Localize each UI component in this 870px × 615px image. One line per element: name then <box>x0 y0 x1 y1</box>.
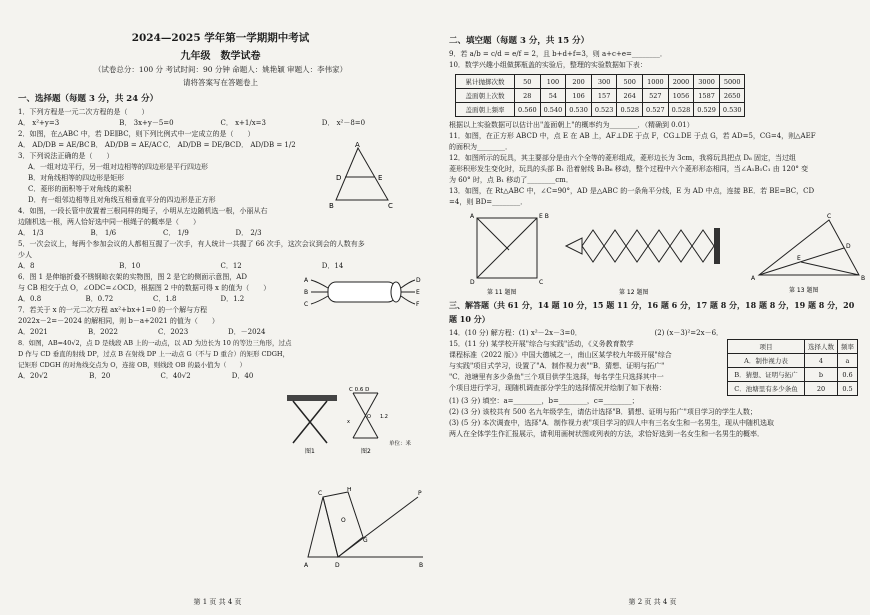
q10-cell: 100 <box>540 75 566 89</box>
q8-stem-line1: 8．如图，AB=40√2，点 D 是线段 AB 上的一动点，以 AD 为边长为 10 的等边三角形，过点 <box>18 339 292 347</box>
q10-row <box>456 75 745 89</box>
rhombus-shape <box>692 230 714 262</box>
q9-stem: 9．若 a/b = c/d = e/f = 2，且 b+d+f=3，则 a+c+e=________． <box>449 50 667 58</box>
q5-stem-line2: 少人 <box>18 251 32 259</box>
svg-text:P: P <box>418 490 422 497</box>
q8-geometry-figure <box>303 487 428 572</box>
q6-stem-line1: 6．图 1 是伸缩折叠不锈钢晾衣架的实物图，图 2 是它的侧面示意图，AD <box>18 273 247 281</box>
q2-options <box>18 140 308 151</box>
q3-option-d: D．有一组邻边相等且对角线互相垂直平分的四边形是正方形 <box>28 196 216 204</box>
q10-cell: 1056 <box>668 89 694 103</box>
q15-cell: 频率 <box>838 340 858 354</box>
q5-options <box>18 261 423 272</box>
q15-line2: 课程标准（2022 版）》中国大德城之一，南山区某学校九年级开展"综合 <box>449 351 672 359</box>
q8-stem-line3: 记矩形 CDGH 的对角线交点为 O，连接 OB，则线段 OB 的最小值为（ ） <box>18 361 246 369</box>
q10-cell: 0.560 <box>515 103 541 117</box>
q15-row <box>728 382 858 396</box>
q15-row <box>728 340 858 354</box>
q8-option-a: A．20√2 <box>18 372 48 380</box>
svg-text:1.2: 1.2 <box>380 414 388 420</box>
svg-text:x: x <box>347 419 350 425</box>
section-3-heading-cont: 题 10 分） <box>449 314 490 324</box>
svg-text:C: C <box>388 202 393 210</box>
q4-stem-line2: 边随机选一根，两人恰好选中同一根绳子的概率是（ ） <box>18 218 200 226</box>
q10-cell: 0.528 <box>617 103 643 117</box>
q7-option-a: A．2021 <box>18 328 48 336</box>
q6-option-c: C．1.8 <box>153 295 177 303</box>
q15-line4: "C．池塘里有多少条鱼"三个项目供学生选择，每名学生只选择其中一 <box>449 373 664 381</box>
q10-cell: 527 <box>643 89 669 103</box>
q10-cell: 盖面朝上次数 <box>456 89 515 103</box>
svg-text:E: E <box>378 174 383 182</box>
q4-options <box>18 228 308 239</box>
q15-line3: 与实践"项目式学习，设置了"A．制作视力表""B．猜想、证明与拓广" <box>449 362 665 370</box>
q10-cell: 2000 <box>668 75 694 89</box>
q10-row <box>456 89 745 103</box>
q1-option-d: D． x²－8=0 <box>321 119 366 127</box>
q15-cell: b <box>805 368 838 382</box>
q12-stem-line2: 菱形积形发生变化时，玩具的头部 B₁ 沿着射线 B₁B₆ 移动，整个过程中六个菱形形态相同，当∠A₁B₁C₁ 由 120° 变 <box>449 165 809 173</box>
q15-cell: a <box>838 354 858 368</box>
q12-rhombus-figure <box>564 210 729 296</box>
svg-text:A: A <box>355 141 360 149</box>
unit-label: 单位：米 <box>389 441 412 447</box>
page-1-footer: 第 1 页 共 4 页 <box>193 598 242 606</box>
svg-text:D: D <box>336 174 342 182</box>
q3-option-b: B．对角线相等的四边形是矩形 <box>28 174 125 182</box>
q15-cell: 4 <box>805 354 838 368</box>
q2-stem: 2．如图，在△ABC 中，若 DE∥BC，则下列比例式中一定成立的是（ ） <box>18 130 255 138</box>
q7-option-c: C．2023 <box>158 328 189 336</box>
q10-cell: 0.540 <box>540 103 566 117</box>
q15-row <box>728 368 858 382</box>
q5-option-a: A．8 <box>18 262 35 270</box>
q4-option-c: C． 1/9 <box>163 229 189 237</box>
q14-part2: (2) (x－3)²=2x－6． <box>654 329 724 337</box>
q10-cell: 54 <box>540 89 566 103</box>
q6-stem-line2: 与 CB 相交于点 O，∠ODC=∠OCD，根据图 2 中的数据可得 x 的值为（ ） <box>18 284 271 292</box>
q10-stem: 10．数学兴趣小组做掷瓶盖的实验后，整理的实验数据如下表： <box>449 61 647 69</box>
q10-cell: 28 <box>515 89 541 103</box>
rhombus-shape <box>604 230 626 262</box>
q10-cell: 300 <box>591 75 617 89</box>
q13-stem-line1: 13．如图，在 Rt△ABC 中，∠C=90°，AD 是△ABC 的一条角平分线，E 为 AD 中点，连接 BE．若 BE=BC，CD <box>449 187 815 195</box>
q7-option-b: B．2022 <box>88 328 118 336</box>
q15-text <box>449 339 719 396</box>
q15-sub1: (1) (3 分) 填空：a=________，b=________，c=________； <box>449 397 639 405</box>
q10-cell: 1587 <box>694 89 720 103</box>
rhombus-shape <box>582 230 604 262</box>
section-1-heading: 一、选择题（每题 3 分，共 24 分） <box>18 94 159 104</box>
svg-text:F: F <box>416 301 420 308</box>
fig1-caption: 图1 <box>305 448 315 455</box>
svg-text:C 0.6 D: C 0.6 D <box>349 387 370 393</box>
q8-stem-line2: D 作与 CD 垂直的射线 DP，过点 B 在射线 DP 上一动点 G（不与 D 重合）的矩形 CDGH， <box>18 350 290 358</box>
svg-text:D: D <box>470 279 475 286</box>
q10-cell: 0.530 <box>566 103 592 117</box>
q12-stem-line3: 为 60° 时，点 B₁ 移动了________cm． <box>449 176 573 184</box>
q1-option-c: C． x+1/x=3 <box>220 119 266 127</box>
q7-option-d: D．－2024 <box>228 328 266 336</box>
rhombus-shape <box>626 230 648 262</box>
q2-option-d: D． AD/DB = 1/2 <box>235 141 296 149</box>
q13-stem-line2: =4，则 BD=________． <box>449 198 528 206</box>
fig11-caption: 第 11 题图 <box>487 289 517 296</box>
q14-row <box>449 328 860 339</box>
section-3-heading: 三、解答题（共 61 分，14 题 10 分，15 题 11 分，16 题 6 分，17 题 8 分，18 题 8 分，19 题 8 分，20 <box>449 300 855 310</box>
q10-cell: 264 <box>617 89 643 103</box>
q8-option-c: C．40√2 <box>160 372 191 380</box>
q6-rack-figure <box>283 383 433 455</box>
page-2 <box>435 0 870 615</box>
q10-cell: 5000 <box>719 75 745 89</box>
q15-sub2: (2) (3 分) 该校共有 500 名九年级学生，请估计选择"B．猜想、证明与拓广"项目学习的学生人数； <box>449 408 757 416</box>
q10-cell: 157 <box>591 89 617 103</box>
q7-options <box>18 327 298 338</box>
exam-info: （试卷总分：100 分 考试时间：90 分钟 命题人：姚艳颖 审题人：李伟家） <box>93 65 348 74</box>
q5-stem-line1: 5．一次会议上，每两个参加会议的人都相互握了一次手，有人统计一共握了 66 次手，这次会议到会的人数有多 <box>18 240 365 248</box>
q1-stem: 1．下列方程是一元二次方程的是（ ） <box>18 108 149 116</box>
svg-text:A: A <box>751 275 756 282</box>
q10-row <box>456 103 745 117</box>
q6-option-b: B．0.72 <box>85 295 114 303</box>
q15-cell: B．猜想、证明与拓广 <box>728 368 805 382</box>
q10-cell: 盖面朝上频率 <box>456 103 515 117</box>
q10-cell: 累计抛掷次数 <box>456 75 515 89</box>
q10-cell: 1000 <box>643 75 669 89</box>
svg-text:H: H <box>347 487 352 493</box>
figures-row <box>449 208 866 296</box>
q15-row <box>728 354 858 368</box>
q11-stem-line2: 的面积为________． <box>449 143 512 151</box>
q15-cell: A．制作视力表 <box>728 354 805 368</box>
q1-option-b: B． 3x+y－5=0 <box>119 119 174 127</box>
q14-part1: 14．(10 分) 解方程：(1) x²－2x－3=0． <box>449 329 582 337</box>
q2-option-c: C． AD/DB = DE/BC <box>163 141 236 149</box>
svg-text:G: G <box>363 537 368 544</box>
q10-cell: 2650 <box>719 89 745 103</box>
q4-option-d: D． 2/3 <box>235 229 262 237</box>
svg-text:O: O <box>367 414 371 420</box>
svg-text:E: E <box>797 255 801 262</box>
q1-option-a: A． x²+y=3 <box>18 119 60 127</box>
q15-block <box>449 339 860 396</box>
svg-text:B: B <box>304 289 309 296</box>
q3-option-a: A．一组对边平行，另一组对边相等的四边形是平行四边形 <box>28 163 209 171</box>
q10-cell: 0.527 <box>643 103 669 117</box>
svg-text:C: C <box>827 213 832 220</box>
q11-stem-line1: 11．如图，在正方形 ABCD 中，点 E 在 AB 上，AF⊥DE 于点 F，CG⊥DE 于点 G，若 AD=5，CG=4，则△AEF <box>449 132 816 140</box>
q2-triangle-figure <box>328 140 398 210</box>
q7-stem-line2: 2022x－2=－2024 的解相同，则 b－a+2021 的值为（ ） <box>18 317 219 325</box>
q10-cell: 50 <box>515 75 541 89</box>
svg-text:E B: E B <box>539 213 549 220</box>
q10-cell: 106 <box>566 89 592 103</box>
q15-cell: 项目 <box>728 340 805 354</box>
q6-option-d: D．1.2 <box>220 295 245 303</box>
q10-cell: 0.528 <box>668 103 694 117</box>
q10-data-table <box>455 74 745 117</box>
q15-cell: 20 <box>805 382 838 396</box>
exam-title: 2024—2025 学年第一学期期中考试 <box>131 32 310 44</box>
q6-option-a: A．0.8 <box>18 295 42 303</box>
svg-text:B: B <box>861 275 866 282</box>
q8-option-b: B．20 <box>89 372 111 380</box>
fig2-caption: 图2 <box>361 448 371 455</box>
exam-note: 请将答案写在答题卷上 <box>183 78 258 87</box>
svg-text:C: C <box>304 301 309 308</box>
q5-option-b: B．10 <box>119 262 141 270</box>
page-2-footer: 第 2 页 共 4 页 <box>628 598 677 606</box>
q15-sub3-cont: 两人在全体学生作汇报展示，请利用画树状图或列表的方法，求恰好选到一名女生和一名男生的概率． <box>449 430 764 438</box>
q8-options <box>18 371 303 382</box>
svg-text:D: D <box>335 562 340 569</box>
q15-cell: C．池塘里有多少条鱼 <box>728 382 805 396</box>
q7-stem-line1: 7．若关于 x 的一元二次方程 ax²+bx+1=0 的一个解与方程 <box>18 306 208 314</box>
q10-question: 根据以上实验数据可以估计出"盖面朝上"的概率约为________．（精确到 0.01） <box>449 121 694 129</box>
q3-option-c: C．菱形的面积等于对角线的乘积 <box>28 185 132 193</box>
q4-option-b: B． 1/6 <box>90 229 117 237</box>
q15-sub3: (3) (5 分) 本次调查中，选择"A．制作视力表"项目学习的四人中有三名女生和一名男生，现从中随机选取 <box>449 419 774 427</box>
q15-line5: 个项目进行学习，现随机调查部分学生的选择情况并绘制了如下表格： <box>449 384 666 392</box>
svg-text:C: C <box>539 279 544 286</box>
q2-option-b: B． AD/DB = AE/AC <box>90 141 162 149</box>
svg-text:B: B <box>329 202 334 210</box>
svg-text:D: D <box>846 243 851 250</box>
q3-stem: 3．下列说法正确的是（ ） <box>18 152 114 160</box>
svg-text:A: A <box>470 213 475 220</box>
q15-cell: 0.6 <box>838 368 858 382</box>
q15-cell: 选择人数 <box>805 340 838 354</box>
q11-square-figure <box>469 210 549 296</box>
q10-cell: 0.523 <box>591 103 617 117</box>
q4-stem-line1: 4．如图，一段长管中放置着三根同样的绳子，小明从左边随机选一根，小丽从右 <box>18 207 268 215</box>
svg-text:A: A <box>304 562 309 569</box>
q5-option-c: C．12 <box>220 262 242 270</box>
q13-triangle-figure <box>749 210 869 296</box>
q4-tube-figure <box>303 272 423 312</box>
q15-line1: 15．(11 分) 某学校开展"综合与实践"活动，《义务教育数学 <box>449 340 634 348</box>
q15-cell: 0.5 <box>838 382 858 396</box>
q10-cell: 0.529 <box>694 103 720 117</box>
svg-text:D: D <box>416 277 421 284</box>
q10-cell: 3000 <box>694 75 720 89</box>
q15-table <box>727 339 858 396</box>
q1-options <box>18 118 423 129</box>
fig13-caption: 第 13 题图 <box>789 287 819 294</box>
q5-option-d: D．14 <box>321 262 344 270</box>
svg-text:A: A <box>304 277 309 284</box>
q10-cell: 0.530 <box>719 103 745 117</box>
q12-stem-line1: 12．如图所示的玩具，其主要部分是由六个全等的菱形组成，菱形边长为 3cm，我将玩具把点 D₆ 固定，当过组 <box>449 154 797 162</box>
q2-option-a: A． AD/DB = AE/BC <box>18 141 90 149</box>
q6-options <box>18 294 288 305</box>
svg-text:B: B <box>419 562 424 569</box>
rhombus-shape <box>670 230 692 262</box>
svg-text:C: C <box>318 490 323 497</box>
section-2-heading: 二、填空题（每题 3 分，共 15 分） <box>449 36 590 46</box>
q10-cell: 200 <box>566 75 592 89</box>
fig12-caption: 第 12 题图 <box>619 289 649 296</box>
rhombus-shape <box>648 230 670 262</box>
q4-option-a: A． 1/3 <box>18 229 44 237</box>
q8-option-d: D．40 <box>231 372 254 380</box>
svg-text:E: E <box>416 289 420 296</box>
exam-subtitle: 九年级 数学试卷 <box>180 51 261 62</box>
q10-cell: 500 <box>617 75 643 89</box>
svg-text:O: O <box>341 517 346 524</box>
